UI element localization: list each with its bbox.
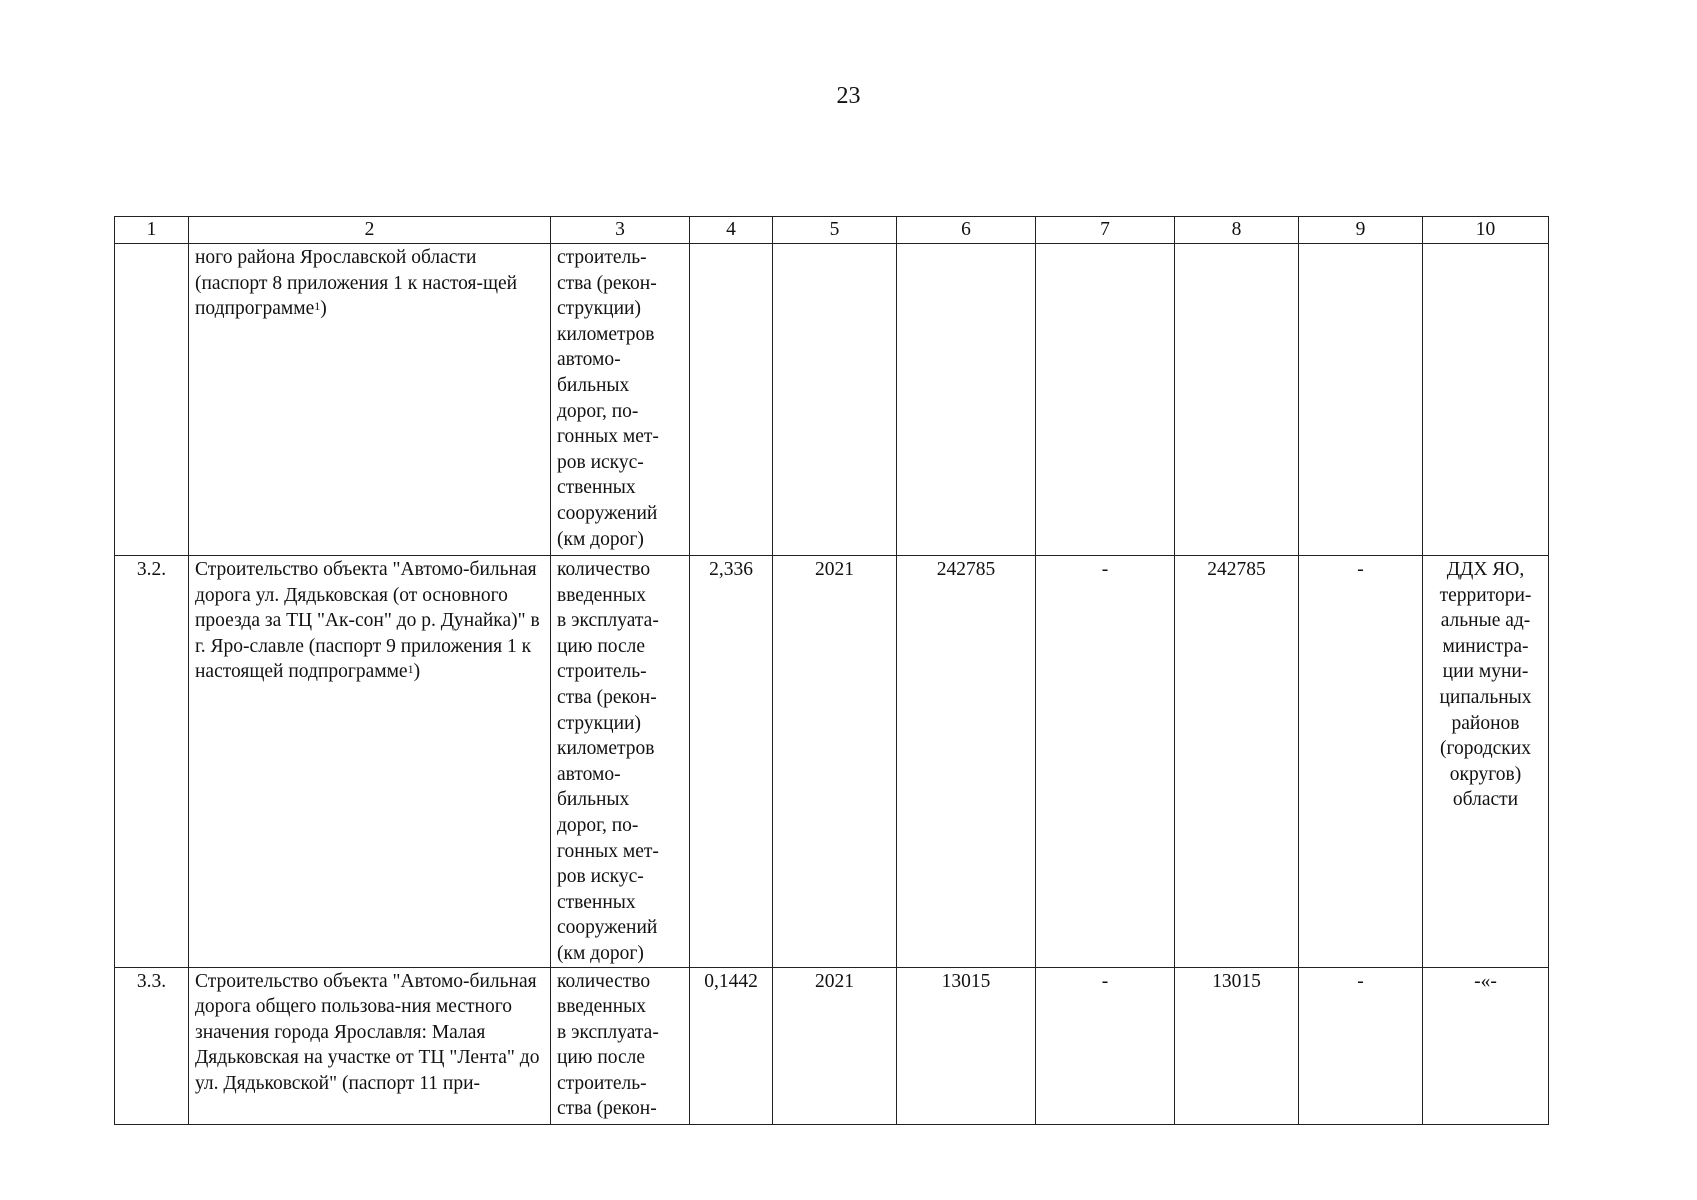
- indicator-value: 2,336: [690, 556, 773, 968]
- row-number: 3.2.: [115, 556, 189, 968]
- object-name-text: ного района Ярославской области (паспорт 8 приложения 1 к настоя-щей подпрограмме: [195, 247, 518, 320]
- year-cell: 2021: [773, 967, 897, 1124]
- col8-cell: 13015: [1175, 967, 1299, 1124]
- footnote-mark: 1: [407, 662, 414, 677]
- header-cell: 1: [115, 217, 189, 244]
- object-name: [189, 556, 551, 968]
- row-number: [115, 244, 189, 556]
- object-name: [189, 244, 551, 556]
- indicator-name: строитель- ства (рекон- струкции) километров автомо- бильных дорог, по- гонных мет- ров искус- ственных сооружений (км дорог): [551, 244, 690, 556]
- year-cell: 2021: [773, 556, 897, 968]
- indicator-value: 0,1442: [690, 967, 773, 1124]
- col7-cell: -: [1036, 967, 1175, 1124]
- year-cell: [773, 244, 897, 556]
- col9-cell: -: [1299, 967, 1423, 1124]
- program-table: [114, 216, 1549, 1125]
- object-name-text: Строительство объекта "Автомо-бильная дорога ул. Дядьковская (от основного проезда за ТЦ "Ак-сон" до р. Дунайка)" в г. Яро-славле (паспорт 9 приложения 1 к настоящей подпрограмме: [195, 559, 540, 683]
- total-cell: 242785: [897, 556, 1036, 968]
- page-number: 23: [836, 83, 861, 109]
- indicator-name: количество введенных в эксплуата- цию после строитель- ства (рекон- струкции) километров автомо- бильных дорог, по- гонных мет- ров искус- ственных сооружений (км дорог): [551, 556, 690, 968]
- header-cell: 9: [1299, 217, 1423, 244]
- col8-cell: 242785: [1175, 556, 1299, 968]
- executor-cell: ДДХ ЯО, территори- альные ад- министра- ции муни- ципальных районов (городских округов) области: [1423, 556, 1549, 968]
- executor-cell: -«-: [1423, 967, 1549, 1124]
- indicator-value: [690, 244, 773, 556]
- header-cell: 8: [1175, 217, 1299, 244]
- table-header-row: [115, 217, 1549, 244]
- row-number: 3.3.: [115, 967, 189, 1124]
- total-cell: [897, 244, 1036, 556]
- col9-cell: [1299, 244, 1423, 556]
- header-cell: 5: [773, 217, 897, 244]
- total-cell: 13015: [897, 967, 1036, 1124]
- object-name-text: Строительство объекта "Автомо-бильная дорога общего пользова-ния местного значения города Ярославля: Малая Дядьковская на участке от ТЦ "Лента" до ул. Дядьковской" (паспорт 11 при-: [195, 970, 540, 1094]
- col7-cell: -: [1036, 556, 1175, 968]
- object-name-tail: ): [413, 661, 421, 683]
- indicator-name: количество введенных в эксплуата- цию после строитель- ства (рекон-: [551, 967, 690, 1124]
- header-cell: 7: [1036, 217, 1175, 244]
- table-row: [115, 967, 1549, 1124]
- header-cell: 2: [189, 217, 551, 244]
- col8-cell: [1175, 244, 1299, 556]
- col9-cell: -: [1299, 556, 1423, 968]
- object-name: [189, 967, 551, 1124]
- header-cell: 3: [551, 217, 690, 244]
- header-cell: 6: [897, 217, 1036, 244]
- col7-cell: [1036, 244, 1175, 556]
- table-row: [115, 556, 1549, 968]
- header-cell: 4: [690, 217, 773, 244]
- executor-cell: [1423, 244, 1549, 556]
- footnote-mark: 1: [314, 299, 321, 314]
- header-cell: 10: [1423, 217, 1549, 244]
- table-row: [115, 244, 1549, 556]
- object-name-tail: ): [320, 298, 327, 320]
